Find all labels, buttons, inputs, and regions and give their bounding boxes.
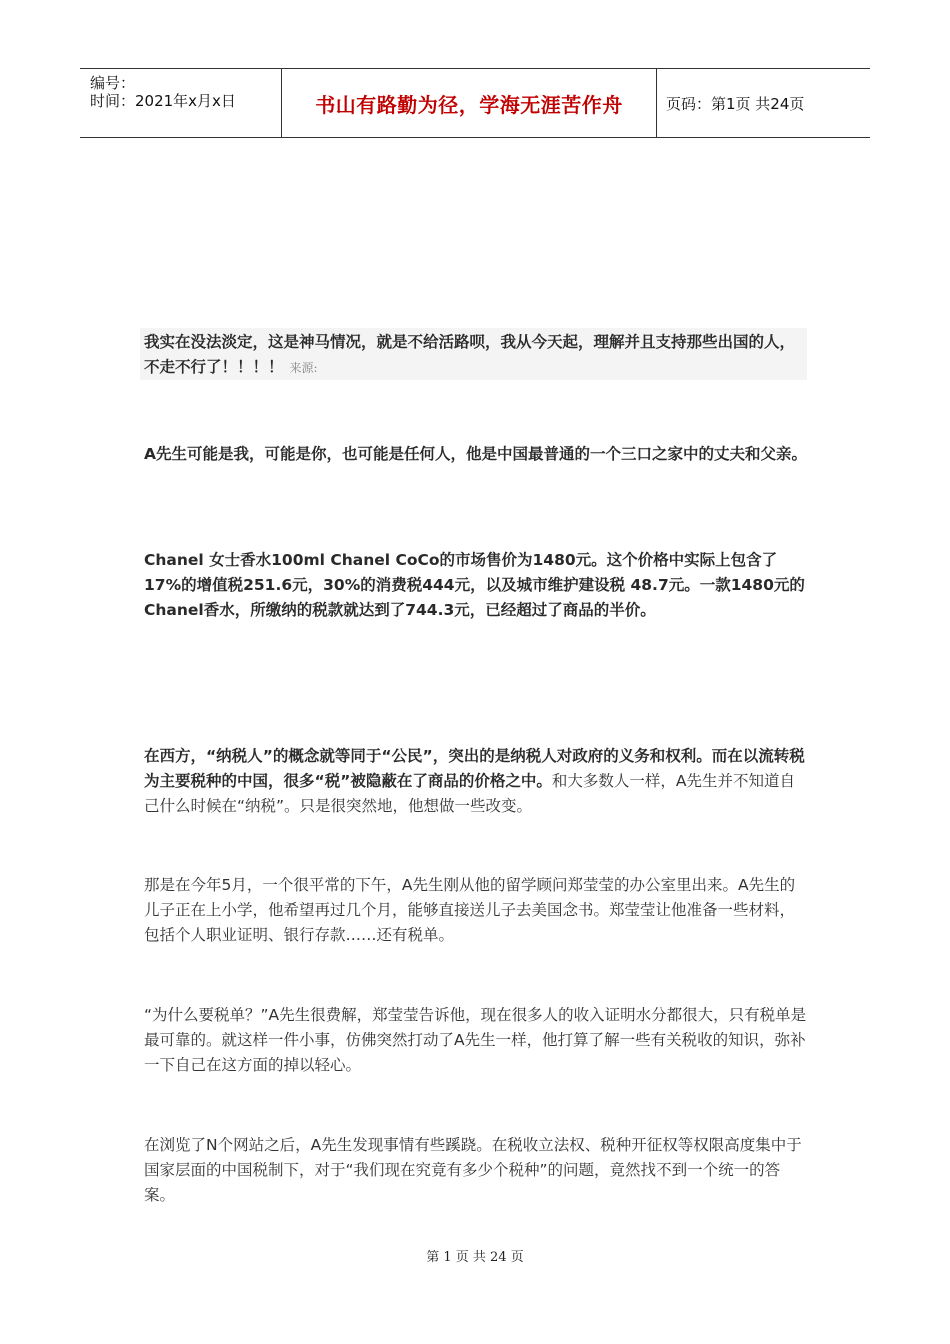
intro-quote-box — [140, 328, 807, 380]
paragraph-1: A先生可能是我，可能是你，也可能是任何人，他是中国最普通的一个三口之家中的丈夫和父亲。 — [144, 445, 807, 463]
intro-quote — [144, 330, 799, 381]
doc-time-label: 时间：2021年x月x日 — [90, 92, 236, 110]
paragraph-3-rest: 和大多数人一样，A先生并不知道自己什么时候在“纳税”。只是很突然地，他想做一些改变。 — [144, 772, 795, 815]
intro-text: 我实在没法淡定，这是神马情况，就是不给活路呗，我从今天起，理解并且支持那些出国的人，不走不行了！！！！ — [144, 333, 796, 376]
paragraph-4: 那是在今年5月，一个很平常的下午，A先生刚从他的留学顾问郑莹莹的办公室里出来。A先生的儿子正在上小学，他希望再过几个月，能够直接送儿子去美国念书。郑莹莹让他准备一些材料，包括个人职业证明、银行存款……还有税单。 — [144, 876, 796, 944]
paragraph-3-bold: 在西方，“纳税人”的概念就等同于“公民”，突出的是纳税人对政府的义务和权利。而在以流转税为主要税种的中国，很多“税”被隐蔽在了商品的价格之中。 — [144, 747, 805, 790]
page-info: 页码：第1页 共24页 — [666, 95, 805, 113]
paragraph-6: 在浏览了N个网站之后，A先生发现事情有些蹊跷。在税收立法权、税种开征权等权限高度集中于国家层面的中国税制下，对于“我们现在究竟有多少个税种”的问题，竟然找不到一个统一的答案。 — [144, 1136, 802, 1204]
doc-number-label: 编号： — [90, 74, 136, 92]
header-page-cell — [656, 69, 870, 137]
document-header — [80, 68, 870, 138]
paragraph-3 — [144, 744, 809, 819]
header-motto-cell — [281, 69, 657, 137]
motto-text: 书山有路勤为径，学海无涯苦作舟 — [315, 93, 623, 117]
source-label: 来源: — [289, 361, 318, 375]
page-footer: 第 1 页 共 24 页 — [426, 1250, 524, 1265]
header-meta-cell — [80, 69, 281, 137]
paragraph-2: Chanel 女士香水100ml Chanel CoCo的市场售价为1480元。这个价格中实际上包含了17%的增值税251.6元，30%的消费税444元，以及城市维护建设税 48.7元。一款1480元的Chanel香水，所缴纳的税款就达到了744.3元，已经超过了商品的半价。 — [144, 551, 805, 619]
paragraph-5: “为什么要税单？”A先生很费解，郑莹莹告诉他，现在很多人的收入证明水分都很大，只有税单是最可靠的。就这样一件小事，仿佛突然打动了A先生一样，他打算了解一些有关税收的知识，弥补一下自己在这方面的掉以轻心。 — [144, 1006, 807, 1074]
